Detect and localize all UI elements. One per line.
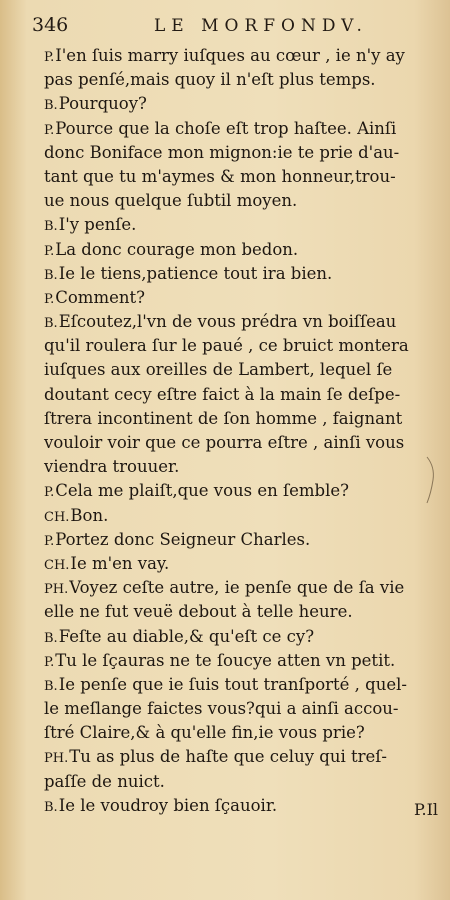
page-header	[26, 14, 430, 40]
text-line	[44, 794, 436, 818]
line-text: Portez donc Seigneur Charles.	[55, 529, 311, 549]
line-text: vouloir voir que ce pourra eſtre , ainſi vous	[44, 433, 405, 452]
text-line	[44, 697, 436, 721]
text-line	[44, 117, 436, 141]
line-text: viendra trouuer.	[44, 457, 180, 477]
line-text: Comment?	[55, 287, 145, 307]
line-text: Eſcoutez,l'vn de vous prédra vn boiſſeau	[58, 312, 397, 332]
line-text: La donc courage mon bedon.	[55, 239, 299, 259]
speaker-label: P.	[44, 291, 55, 307]
text-line	[44, 68, 436, 92]
line-text: Feſte au diable,& qu'eſt ce cy?	[58, 626, 315, 646]
text-line	[44, 334, 436, 358]
line-text: qu'il roulera ſur le paué , ce bruict montera	[44, 336, 409, 356]
line-text: Cela me plaiſt,que vous en ſemble?	[55, 481, 349, 501]
line-text: Ie le tiens,patience tout ira bien.	[58, 263, 333, 283]
text-line	[44, 358, 436, 382]
text-line	[44, 141, 436, 165]
speaker-label: B.	[44, 799, 58, 815]
line-text: pas penſé,mais quoy il n'eſt plus temps.	[44, 70, 376, 90]
line-text: Pourquoy?	[58, 94, 147, 114]
speaker-label: CH.	[44, 557, 70, 573]
margin-bracket-mark	[424, 455, 438, 505]
line-text: Voyez ceſte autre, ie penſe que de ſa vie	[69, 578, 405, 598]
line-text: Pource que la choſe eſt trop haſtee. Ainſi	[55, 118, 397, 138]
line-text: Ie le voudroy bien ſçauoir.	[58, 795, 278, 815]
text-line	[44, 479, 436, 503]
text-line	[44, 189, 436, 213]
speaker-label: P.	[44, 533, 55, 549]
text-line	[44, 165, 436, 189]
line-text: Tu as plus de haſte que celuy qui treſ-	[69, 747, 387, 767]
text-line	[44, 262, 436, 286]
text-line	[44, 455, 436, 479]
speaker-label: CH.	[44, 509, 70, 525]
text-line	[44, 576, 436, 600]
speaker-label: B.	[44, 630, 58, 646]
text-line	[44, 721, 436, 745]
text-line	[44, 673, 436, 697]
text-line	[44, 552, 436, 576]
text-line	[44, 528, 436, 552]
line-text: I'en ſuis marry iuſques au cœur , ie n'y ay	[55, 46, 405, 65]
line-text: paſſe de nuict.	[44, 771, 165, 791]
line-text: ſtré Claire,& à qu'elle fin,ie vous prie?	[44, 723, 365, 743]
text-line	[44, 625, 436, 649]
speaker-label: P.	[44, 122, 55, 138]
text-line	[44, 649, 436, 673]
text-line	[44, 286, 436, 310]
speaker-label: P.	[44, 654, 55, 670]
running-title: LE MORFONDV.	[154, 16, 368, 36]
speaker-label: B.	[44, 316, 58, 332]
text-line	[44, 407, 436, 431]
speaker-label: PH.	[44, 582, 69, 598]
line-text: Bon.	[70, 505, 109, 525]
speaker-label: P.	[44, 50, 55, 65]
line-text: I'y penſe.	[58, 215, 137, 235]
line-text: elle ne fut veuë debout à telle heure.	[44, 602, 353, 622]
line-text: ue nous quelque ſubtil moyen.	[44, 191, 298, 211]
line-text: tant que tu m'aymes & mon honneur,trou-	[44, 166, 396, 186]
text-line	[44, 600, 436, 624]
line-text: ſtrera incontinent de ſon homme , faignant	[44, 408, 403, 428]
page-number: 346	[32, 14, 69, 36]
text-line	[44, 44, 436, 68]
speaker-label: B.	[44, 678, 58, 694]
speaker-label: P.	[44, 243, 55, 259]
line-text: Tu le ſçauras ne te ſoucye atten vn petit.	[55, 650, 396, 670]
text-line	[44, 383, 436, 407]
text-line	[44, 431, 436, 455]
catchword: P.Il	[413, 800, 438, 819]
speaker-label: B.	[44, 219, 58, 235]
speaker-label: B.	[44, 267, 58, 283]
line-text: doutant cecy eſtre faict à la main ſe deſpe-	[44, 384, 401, 404]
text-line	[44, 745, 436, 769]
speaker-label: B.	[44, 98, 58, 114]
line-text: donc Boniface mon mignon:ie te prie d'au-	[44, 142, 400, 162]
text-line	[44, 504, 436, 528]
text-line	[44, 213, 436, 237]
line-text: iuſques aux oreilles de Lambert, lequel ſe	[44, 360, 393, 380]
line-text: le meſlange faictes vous?qui a ainſi accou-	[44, 699, 399, 719]
text-line	[44, 770, 436, 794]
line-text: Ie penſe que ie ſuis tout tranſporté , quel-	[58, 674, 407, 694]
line-text: Ie m'en vay.	[70, 553, 170, 573]
text-line	[44, 310, 436, 334]
text-line	[44, 92, 436, 116]
text-line	[44, 238, 436, 262]
speaker-label: PH.	[44, 751, 69, 767]
speaker-label: P.	[44, 485, 55, 501]
dialogue-text	[44, 44, 436, 818]
